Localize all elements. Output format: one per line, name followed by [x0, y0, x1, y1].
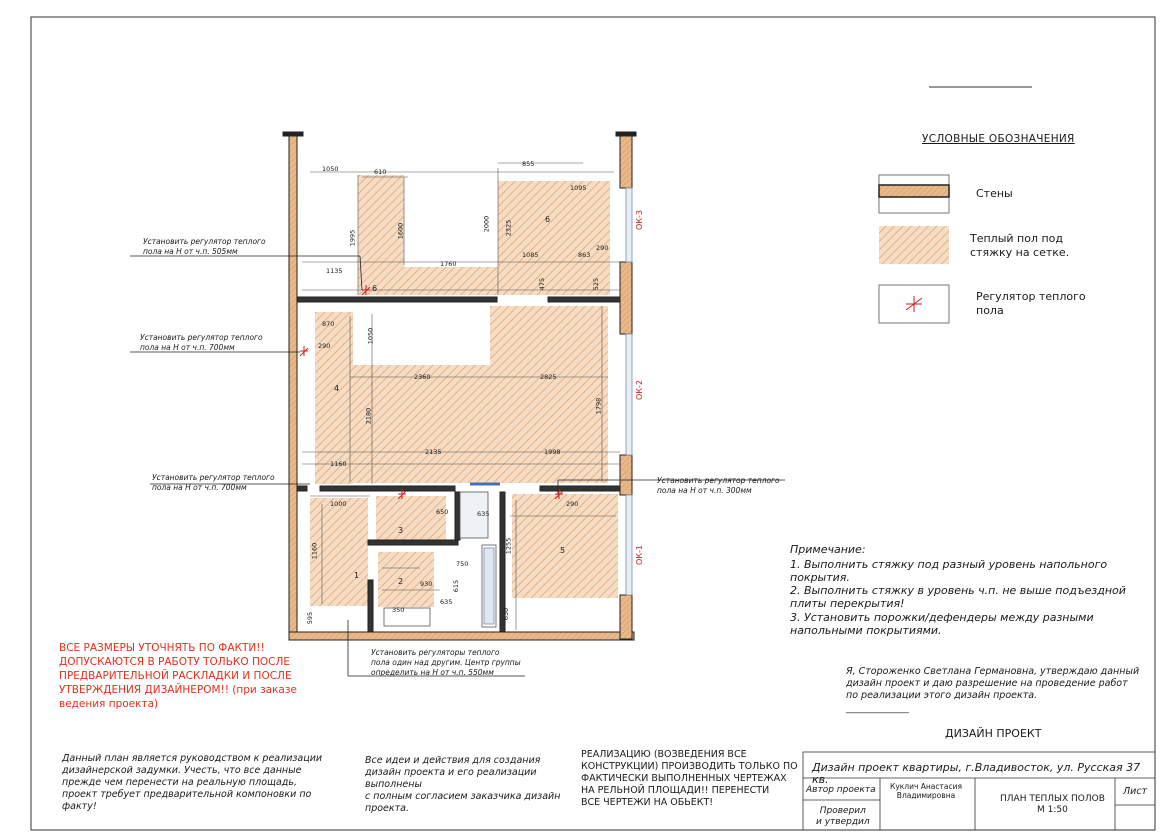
dim-label: 2000 — [482, 215, 491, 233]
wall — [548, 297, 620, 302]
dim-label: 1160 — [310, 542, 319, 560]
legend-regulator-label: Регулятор теплого пола — [976, 290, 1086, 317]
dim-label: 615 — [452, 579, 461, 593]
wall — [368, 580, 373, 632]
dim-label: 1095 — [570, 184, 587, 192]
notes-header: Примечание: — [790, 543, 866, 556]
dim-label: 630 — [502, 607, 511, 621]
dim-label: 2360 — [414, 373, 431, 381]
note-2: 2. Выполнить стяжку в уровень ч.п. не выше подъездной плиты перекрытия! — [790, 584, 1126, 610]
shower-glass — [484, 548, 494, 624]
wall — [620, 136, 632, 188]
checked-label: Проверил и утвердил — [816, 806, 870, 827]
window-ok3 — [626, 188, 632, 262]
wall-cap — [616, 132, 636, 136]
wall — [320, 486, 455, 491]
zone-number: 6 — [545, 215, 551, 224]
wall — [297, 486, 307, 491]
dim-label: 1998 — [544, 448, 561, 456]
dim-label: 750 — [456, 560, 469, 568]
note-1: 1. Выполнить стяжку под разный уровень напольного покрытия. — [790, 558, 1108, 584]
zone-number: 4 — [334, 384, 340, 393]
dim-label: 2135 — [425, 448, 442, 456]
dim-label: 1255 — [504, 537, 513, 555]
legend-wall-swatch — [879, 185, 949, 197]
design-project-label: ДИЗАЙН ПРОЕКТ — [945, 727, 1042, 740]
dim-label: 1000 — [330, 500, 347, 508]
legend-heated-label: Теплый пол под стяжку на сетке. — [970, 232, 1070, 259]
heated-zone — [376, 496, 449, 542]
heated-zone — [490, 306, 608, 376]
zone-number: 2 — [398, 577, 404, 586]
dim-label: 1050 — [366, 327, 375, 345]
dim-label: 1995 — [348, 229, 357, 247]
dim-label: 1160 — [330, 460, 347, 468]
dim-label: 2180 — [364, 407, 373, 425]
footer-middle-text: Все идеи и действия для создания дизайн проекта и его реализации выполнены с полным согласием заказчика дизайн проекта. — [365, 755, 561, 814]
callout-505: Установить регулятор теплого пола на Н от ч.п. 505мм — [143, 237, 266, 256]
zone-number: 1 — [354, 571, 360, 580]
wall — [620, 595, 632, 639]
dim-label: 290 — [566, 500, 579, 508]
dim-label: 290 — [596, 244, 609, 252]
dim-label: 863 — [578, 251, 591, 259]
regulator-mark — [300, 346, 308, 356]
wall — [620, 455, 632, 495]
windows — [626, 188, 632, 595]
dim-label: 650 — [436, 508, 449, 516]
legend-title: УСЛОВНЫЕ ОБОЗНАЧЕНИЯ — [922, 133, 1075, 145]
dim-label: 475 — [538, 277, 547, 291]
window-label-ok3: ОК-3 — [635, 210, 644, 230]
wall — [289, 136, 297, 638]
dim-label: 1600 — [396, 222, 405, 240]
dim-label: 2825 — [540, 373, 557, 381]
approval-signature-line: ______________ — [846, 704, 909, 714]
legend-heated-swatch — [879, 226, 949, 264]
dim-label: 610 — [374, 168, 387, 176]
dim-label: 525 — [592, 277, 601, 291]
approval-text: Я, Стороженко Светлана Германовна, утверждаю данный дизайн проект и даю разрешение на проведение работ по реализации этого дизайн проекта. — [846, 666, 1140, 701]
dim-label: 855 — [522, 160, 535, 168]
dim-label: 290 — [318, 342, 331, 350]
dim-label: 930 — [420, 580, 433, 588]
footer-right-text: РЕАЛИЗАЦИЮ (ВОЗВЕДЕНИЯ ВСЕ КОНСТРУКЦИИ) ПРОИЗВОДИТЬ ТОЛЬКО ПО ФАКТИЧЕСКИ ВЫПОЛНЕННЫХ ЧЕРТЕЖАХ НА РЕЛЬНОЙ ПЛОЩАДИ!! ПЕРЕНЕСТИ ВСЕ ЧЕРТЕЖИ НА ОБЬЕКТ! — [581, 749, 798, 808]
window-label-ok2: ОК-2 — [635, 380, 644, 400]
dim-label: 1050 — [322, 165, 339, 173]
callout-550: Установить регуляторы теплого пола один над другим. Центр группы определить на Н от ч.п. 550мм — [371, 648, 521, 677]
dim-label: 350 — [392, 606, 405, 614]
callout-700-bottom: Установить регулятор теплого пола на Н от ч.п. 700мм — [152, 473, 275, 492]
project-title: Дизайн проект квартиры, г.Владивосток, ул. Русская 37 кв. — [812, 761, 1141, 786]
legend-swatches — [879, 175, 949, 323]
dim-label: 635 — [440, 598, 453, 606]
wall-cap — [283, 132, 303, 136]
warning-text: ВСЕ РАЗМЕРЫ УТОЧНЯТЬ ПО ФАКТИ!! ДОПУСКАЮТСЯ В РАБОТУ ТОЛЬКО ПОСЛЕ ПРЕДВАРИТЕЛЬНОЙ РАСКЛАДКИ И ПОСЛЕ УТВЕРЖДЕНИЯ ДИЗАЙНЕРОМ!! (при заказе ведения проекта) — [59, 642, 297, 710]
sheet-title: ПЛАН ТЕПЛЫХ ПОЛОВ М 1:50 — [1000, 794, 1105, 815]
dim-label: 635 — [477, 510, 490, 518]
window-ok1 — [626, 495, 632, 595]
dim-label: 870 — [322, 320, 335, 328]
author-name: Куклич Анастасия Владимировна — [890, 782, 963, 800]
dim-label: 2325 — [504, 219, 513, 237]
wall — [289, 632, 634, 640]
dim-label: 1085 — [522, 251, 539, 259]
wall — [297, 297, 497, 302]
sheet-label: Лист — [1123, 786, 1148, 797]
dim-label: 595 — [306, 611, 315, 625]
author-label: Автор проекта — [806, 785, 876, 795]
legend-walls-label: Стены — [976, 187, 1013, 200]
window-ok2 — [626, 334, 632, 455]
dim-label: 1798 — [594, 397, 603, 415]
dim-label: 1760 — [440, 260, 457, 268]
callout-300: Установить регулятор теплого пола на Н от ч.п. 300мм — [657, 476, 780, 495]
wall — [540, 486, 620, 491]
footer-left-text: Данный план является руководством к реализации дизайнерской задумки. Учесть, что все данные прежде чем перенести на реальную площадь, проект требует предварительной компоновки по факту! — [62, 753, 323, 812]
heated-zone — [350, 365, 608, 483]
zone-number: 5 — [560, 546, 566, 555]
zone-number: 6 — [372, 284, 378, 293]
wall — [620, 262, 632, 334]
note-3: 3. Установить порожки/дефендеры между разными напольными покрытиями. — [790, 611, 1094, 637]
callout-700-top: Установить регулятор теплого пола на Н от ч.п. 700мм — [140, 333, 263, 352]
wall — [368, 540, 458, 545]
heated-zone — [358, 267, 508, 295]
wall — [455, 492, 460, 540]
bathtub — [384, 608, 430, 626]
zone-number: 3 — [398, 526, 404, 535]
window-label-ok1: ОК-1 — [635, 545, 644, 565]
dim-label: 1135 — [326, 267, 343, 275]
